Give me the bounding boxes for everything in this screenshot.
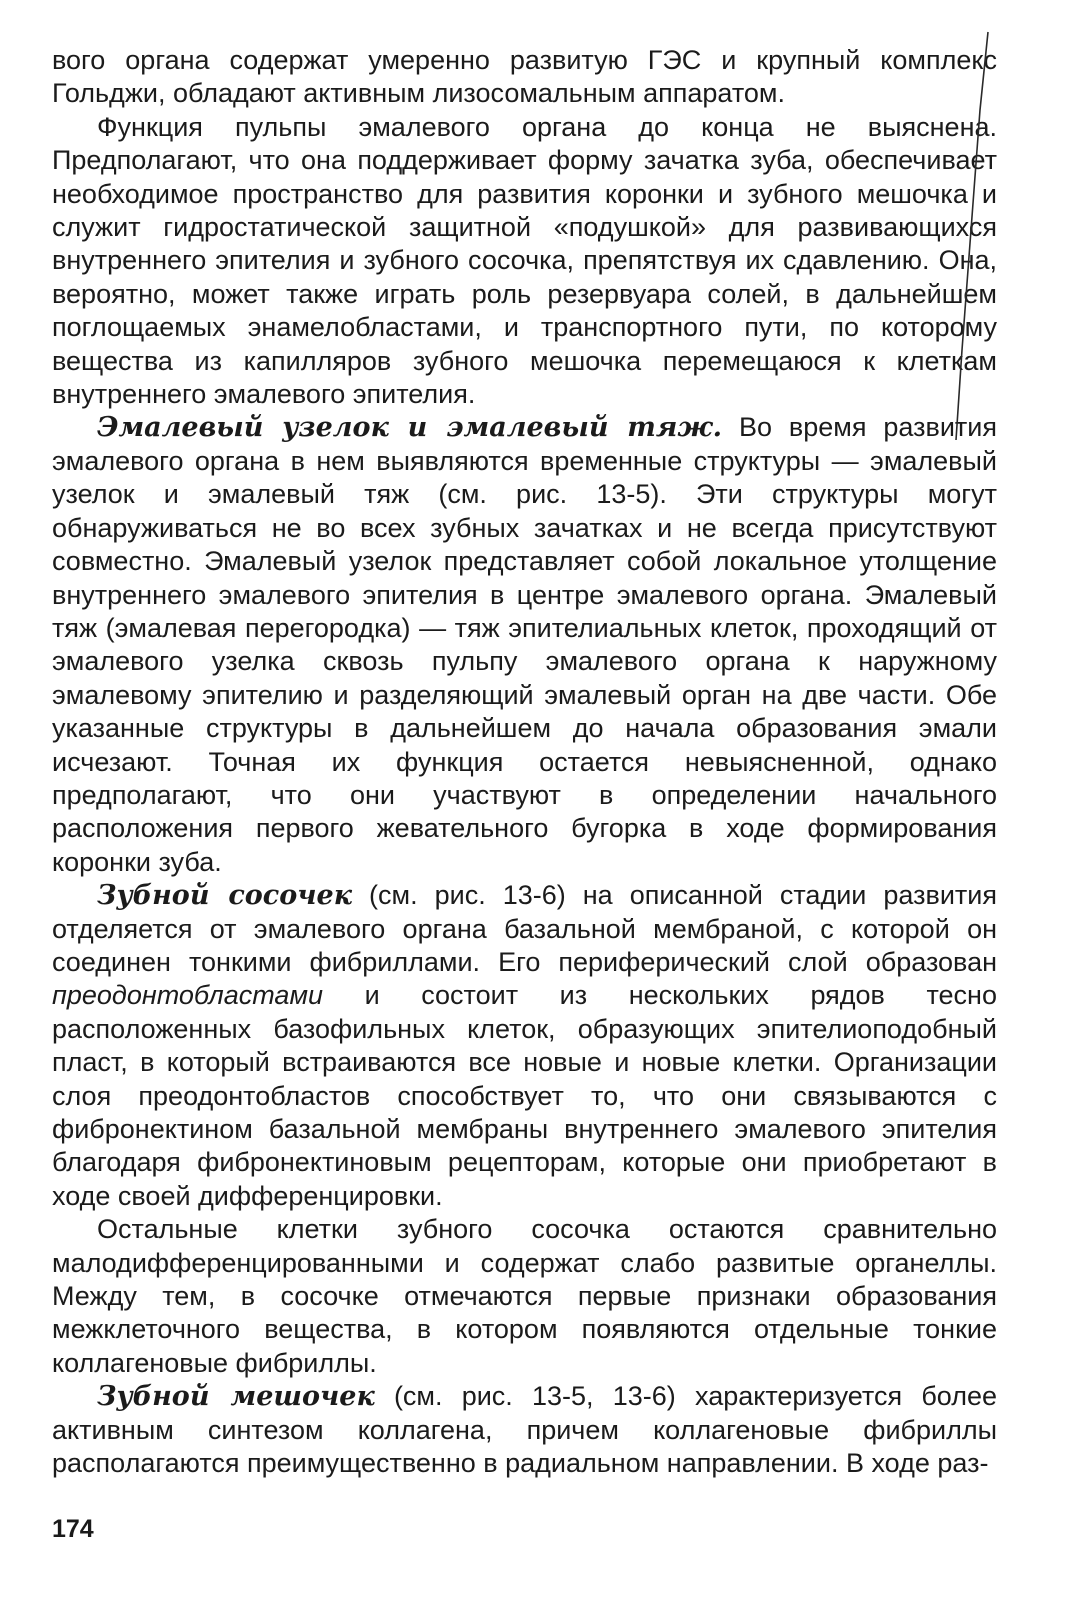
emphasis-term: преодонтобластами [52,980,323,1011]
section-term: Зубной сосочек [97,880,353,912]
paragraph-text: Во время развития эмалевого органа в нем выявляются временные структуры — эмалевый узелок и эмалевый тяж (см. рис. 13-5). Эти структуры могут обнаруживаться не во всех зубных зачатках и не всегда присутствуют совместно. Эмалевый узелок представляет собой локальное утолщение внутреннего эмалевого эпителия в центре эмалевого органа. Эмалевый тяж (эмалевая перегородка) — тяж эпителиальных клеток, проходящий от эмалевого узелка сквозь пульпу эмалевого органа к наружному эмалевому эпителию и разделяющий эмалевый орган на две части. Обе указанные структуры в дальнейшем до начала образования эмали исчезают. Точная их функция остается невыясненной, однако предполагают, что они участвуют в определении начального расположения первого жевательного бугорка в ходе формирования коронки зуба. [52,412,997,877]
paragraph [52,879,997,1213]
paragraph [52,411,997,879]
paragraph-text: и состоит из нескольких рядов тесно расположенных базофильных клеток, образующих эпителиоподобный пласт, в который встраиваются все новые и новые клетки. Организации слоя преодонтобластов способствует то, что они связываются с фибронектином базальной мембраны внутреннего эмалевого эпителия благодаря фибронектиновым рецепторам, которые они приобретают в ходе своей дифференцировки. [52,980,997,1211]
paragraph-text: (см. рис. 13-5, 13-6) характеризуется более активным синтезом коллагена, причем коллагеновые фибриллы располагаются преимущественно в радиальном направлении. В ходе раз- [52,1381,997,1479]
paragraph-text: Остальные клетки зубного сосочка остаются сравнительно малодифференцированными и содержат слабо развитые органеллы. Между тем, в сосочке отмечаются первые признаки образования межклеточного вещества, в котором появляются отдельные тонкие коллагеновые фибриллы. [52,1214,997,1378]
paragraph-text: Функция пульпы эмалевого органа до конца не выяснена. Предполагают, что она поддерживает форму зачатка зуба, обеспечивает необходимое пространство для развития коронки и зубного мешочка и служит гидростатической защитной «подушкой» для развивающихся внутреннего эпителия и зубного сосочка, препятствуя их сдавлению. Она, вероятно, может также играть роль резервуара солей, в дальнейшем поглощаемых энамелобластами, и транспортного пути, по которому вещества из капилляров зубного мешочка перемещаюся к клеткам внутреннего эмалевого эпителия. [52,111,997,410]
paragraph [52,111,997,412]
paragraph [52,1380,997,1480]
body-text [52,44,997,1480]
paragraph [52,44,997,111]
paragraph [52,1213,997,1380]
paragraph-text: (см. рис. 13-6) на описанной стадии развития отделяется от эмалевого органа базальной мембраной, с которой он соединен тонкими фибриллами. Его периферический слой образован [52,880,997,977]
paragraph-text: вого органа содержат умеренно развитую ГЭС и крупный комплекс Гольджи, обладают активным лизосомальным аппаратом. [52,45,997,109]
section-term: Зубной мешочек [97,1381,375,1413]
section-term: Эмалевый узелок и эмалевый тяж. [97,412,723,444]
handwritten-margin-line [940,30,1000,450]
page-number: 174 [52,1515,94,1543]
